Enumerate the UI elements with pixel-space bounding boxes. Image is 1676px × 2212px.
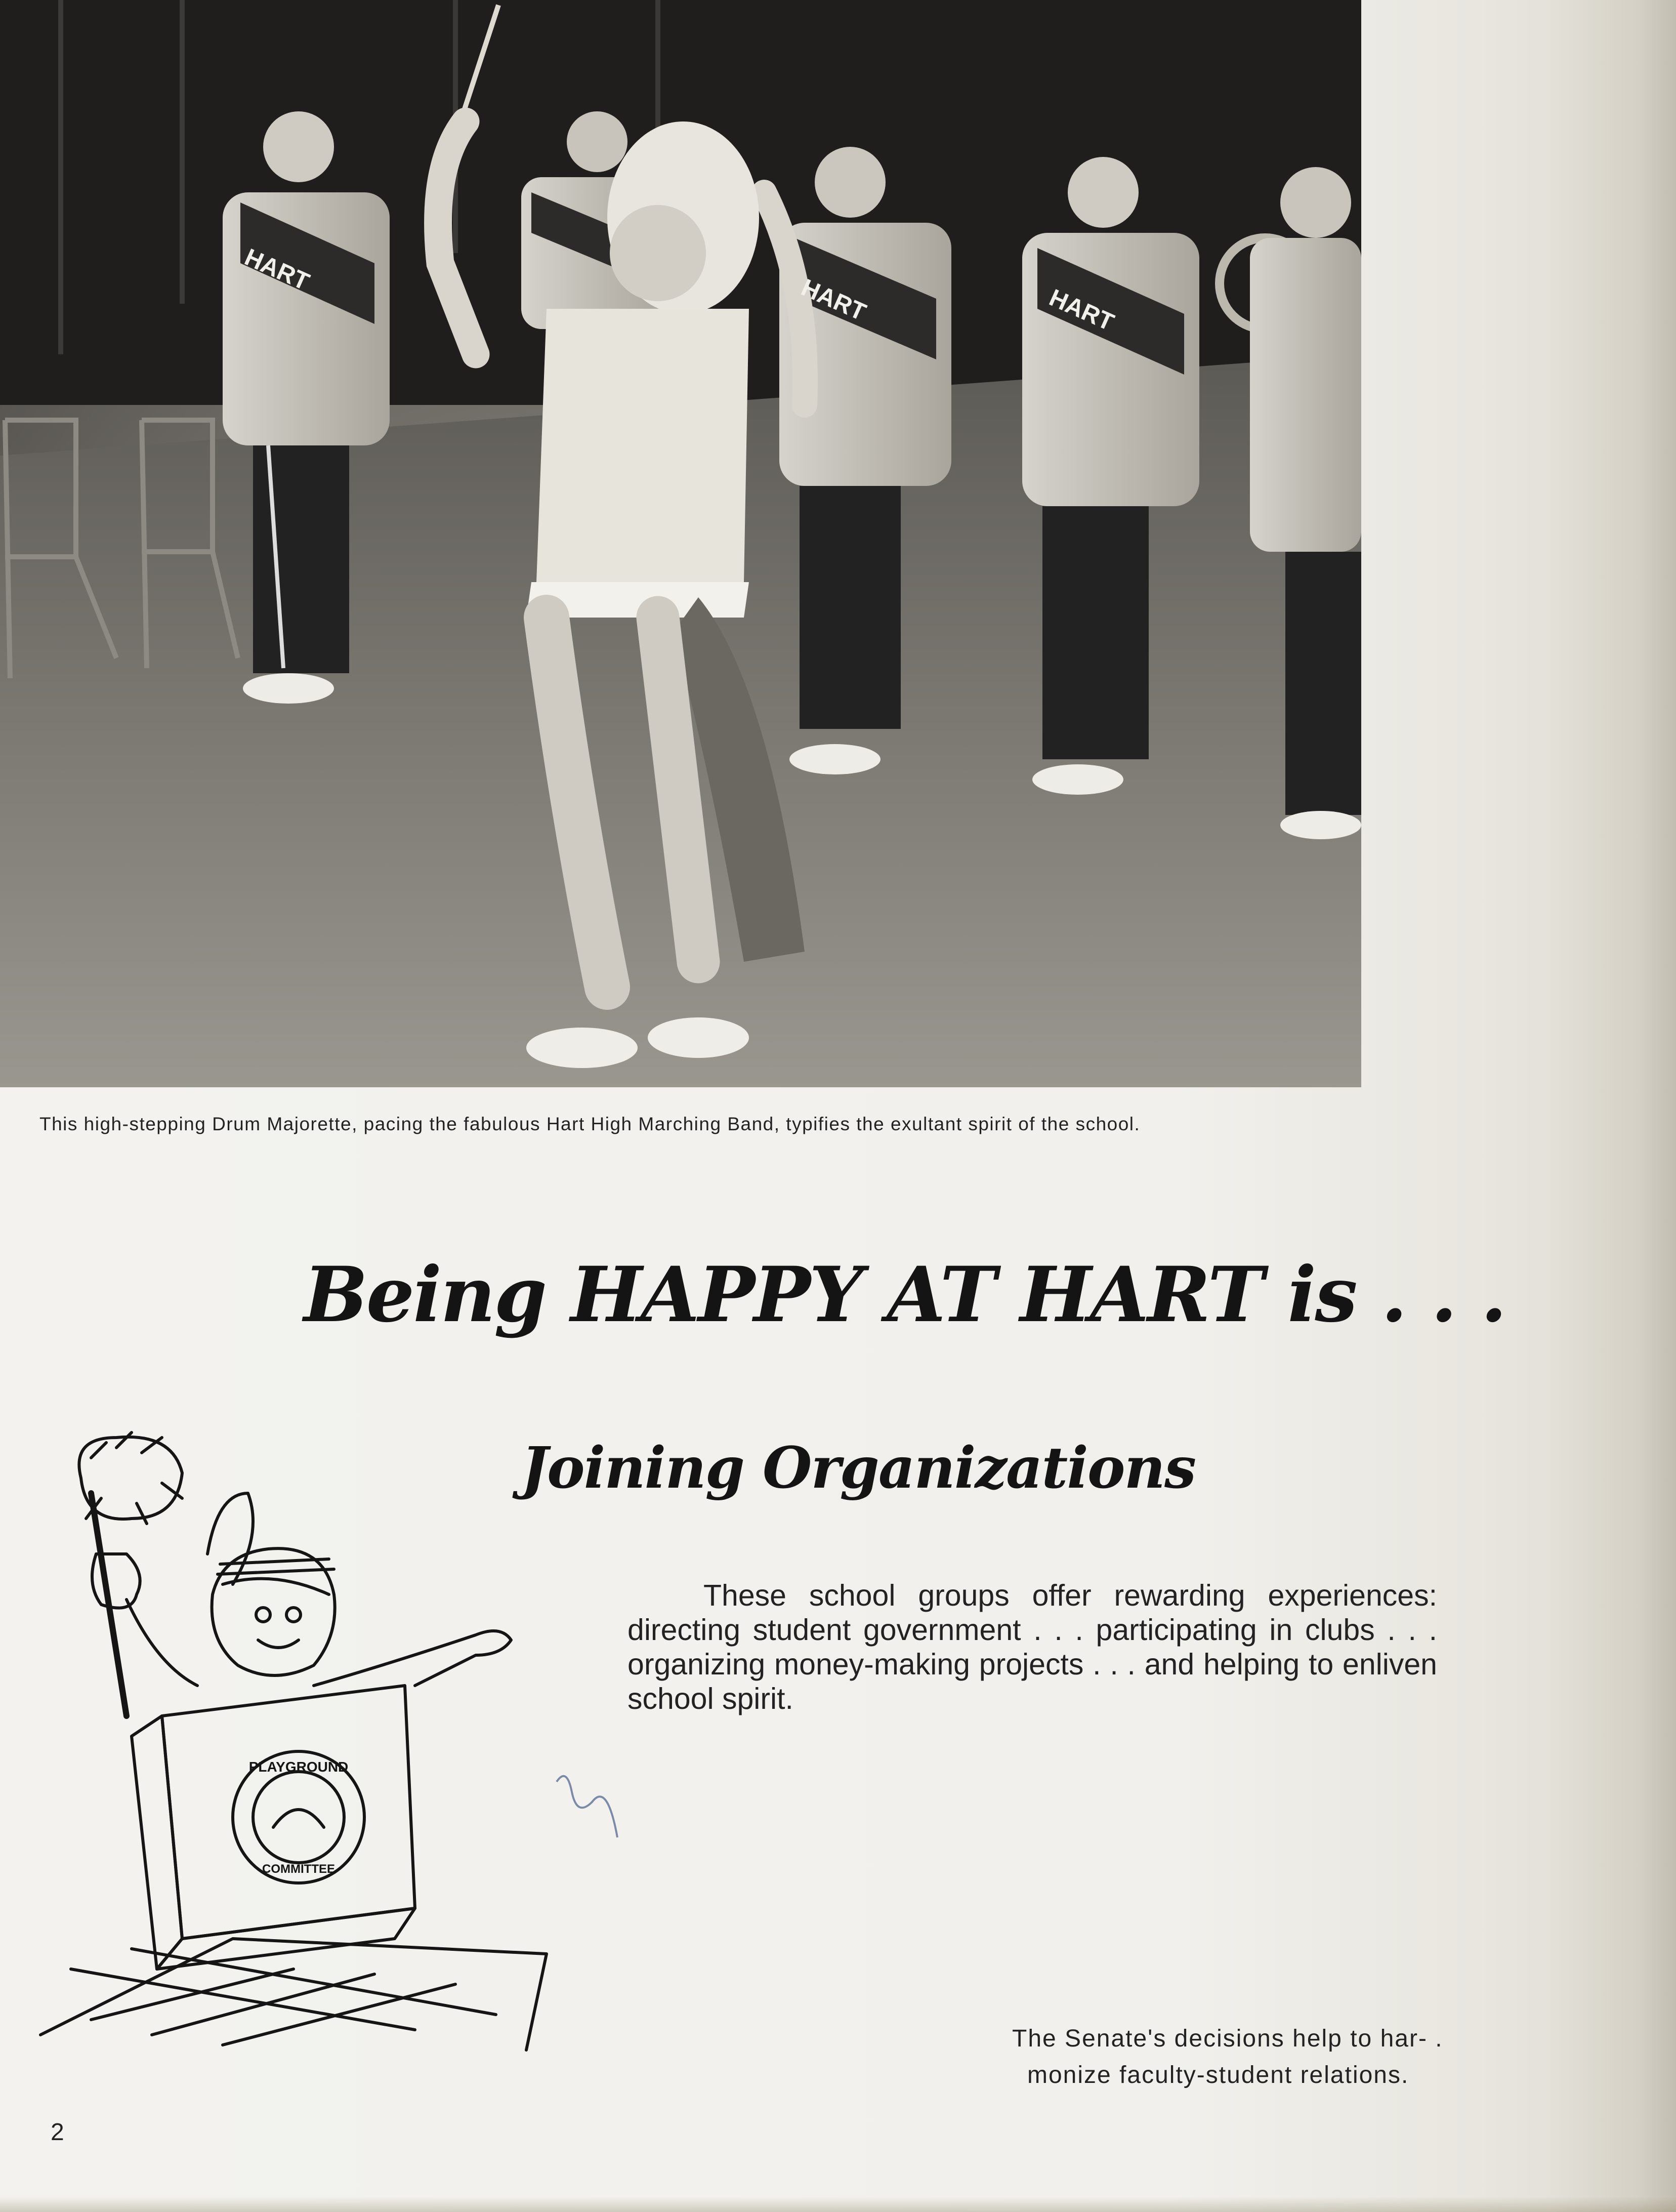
page-number: 2: [51, 2119, 64, 2146]
uniform-lettering: HART: [1045, 284, 1118, 337]
cartoon-caption-line-1: The Senate's decisions help to har- .: [1012, 2025, 1443, 2052]
uniform-lettering: HART: [797, 274, 870, 326]
photo-caption: This high-stepping Drum Majorette, pacing the fabulous Hart High Marching Band, typifies the exultant spirit of the school.: [39, 1114, 1141, 1134]
page-heading: Being HAPPY AT HART is . . .: [304, 1250, 1506, 1339]
page-edge-shadow: [1548, 0, 1676, 2212]
photo-illustration: [0, 0, 1361, 1087]
intro-paragraph: These school groups offer rewarding experiences: directing student government . . . participating in clubs . . . organizing money-making projects . . . and helping to enliven school spirit.: [627, 1579, 1437, 1715]
marching-band-photo: [0, 0, 1361, 1087]
cartoon-caption-line-2: monize faculty-student relations.: [1027, 2062, 1409, 2088]
uniform-lettering: HART: [240, 243, 313, 296]
podium-seal-bottom-text: COMMITTEE: [262, 1862, 335, 1876]
podium-seal-text: PLAYGROUND: [248, 1759, 349, 1775]
section-subheading: Joining Organizations: [521, 1435, 1196, 1501]
page-bottom-edge: [0, 2197, 1676, 2212]
podium-cartoon-illustration: [30, 1402, 587, 2060]
pen-mark: [547, 1762, 627, 1848]
cartoon-caption: [1012, 2021, 1538, 2094]
